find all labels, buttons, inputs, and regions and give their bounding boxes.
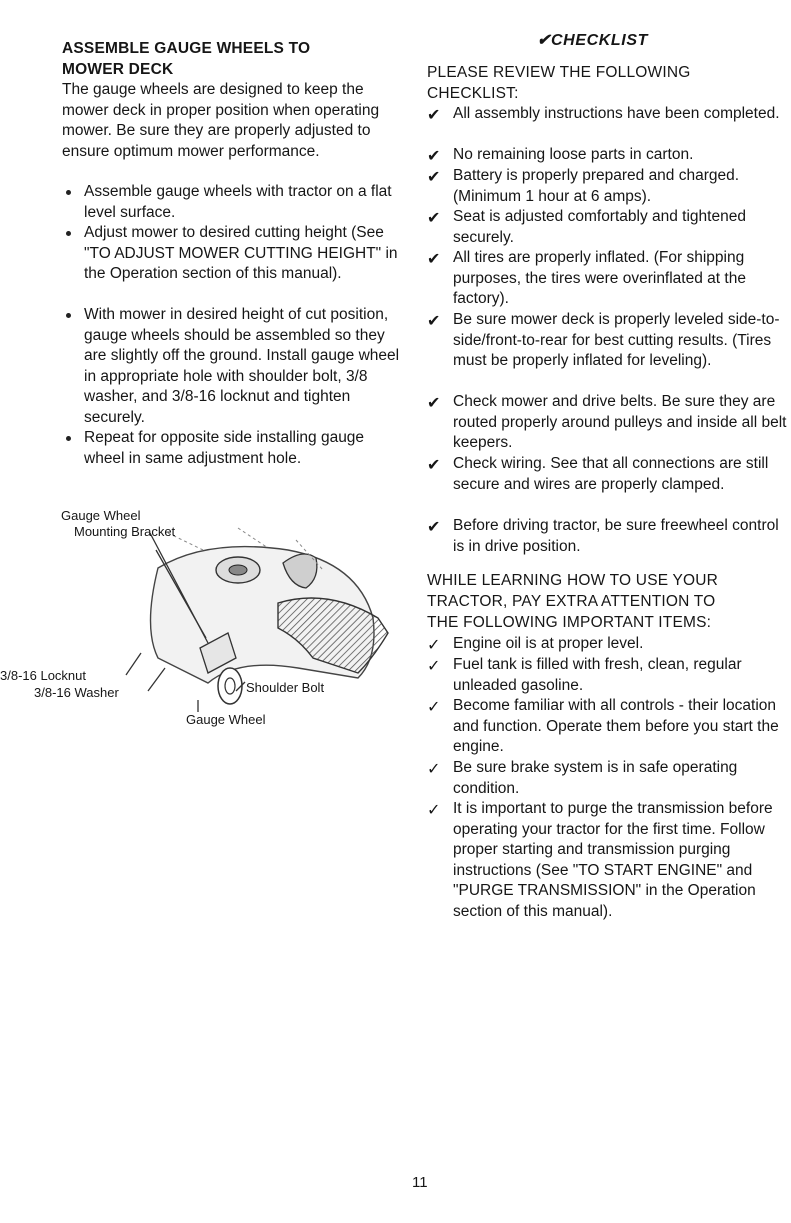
label-washer: 3/8-16 Washer: [34, 685, 119, 700]
label-gauge-wheel: Gauge Wheel: [186, 712, 266, 727]
label-shoulder-bolt: Shoulder Bolt: [246, 680, 325, 695]
checkmark-icon: ✓: [427, 699, 441, 716]
learning-heading-line-2: TRACTOR, PAY EXTRA ATTENTION TO: [427, 593, 716, 610]
checkmark-icon: ✓: [427, 802, 441, 819]
review-heading-line-1: PLEASE REVIEW THE FOLLOWING: [427, 64, 691, 81]
label-mounting-bracket: Mounting Bracket: [74, 524, 176, 539]
checkmark-icon: ✔: [427, 395, 441, 412]
bullet-dot-icon: [66, 231, 71, 236]
gauge-wheel-diagram: [0, 508, 398, 768]
bullet-dot-icon: [66, 190, 71, 195]
checkmark-icon: ✓: [427, 637, 441, 654]
checkmark-icon: ✔: [427, 107, 441, 124]
checkmark-icon: ✔: [427, 313, 441, 330]
checklist-heading: ✔CHECKLIST: [537, 32, 648, 49]
learning-heading-line-3: THE FOLLOWING IMPORTANT ITEMS:: [427, 614, 712, 631]
mower-deck-illustration: [58, 508, 398, 768]
page-number: 11: [412, 1174, 428, 1191]
label-locknut: 3/8-16 Locknut: [0, 668, 87, 683]
learning-heading-line-1: WHILE LEARNING HOW TO USE YOUR: [427, 572, 719, 589]
checkmark-icon: ✓: [427, 658, 441, 675]
bullet-dot-icon: [66, 436, 71, 441]
checkmark-icon: ✓: [427, 761, 441, 778]
bullet-dot-icon: [66, 313, 71, 318]
section-title-line-2: MOWER DECK: [62, 61, 174, 78]
checkmark-icon: ✔: [427, 169, 441, 186]
checkmark-icon: ✔: [427, 148, 441, 165]
section-title-line-1: ASSEMBLE GAUGE WHEELS TO: [62, 40, 311, 57]
checkmark-icon: ✔: [427, 519, 441, 536]
review-heading-line-2: CHECKLIST:: [427, 85, 519, 102]
checkmark-icon: ✔: [537, 32, 552, 49]
checkmark-icon: ✔: [427, 251, 441, 268]
intro-paragraph: The gauge wheels are designed to keep the mower deck in proper position when operating mower. Be sure they are properly adjusted to ensure optimum mower performance.: [62, 81, 380, 160]
checkmark-icon: ✔: [427, 457, 441, 474]
label-gauge-wheel-mounting-bracket: Gauge Wheel: [61, 508, 141, 523]
checkmark-icon: ✔: [427, 210, 441, 227]
